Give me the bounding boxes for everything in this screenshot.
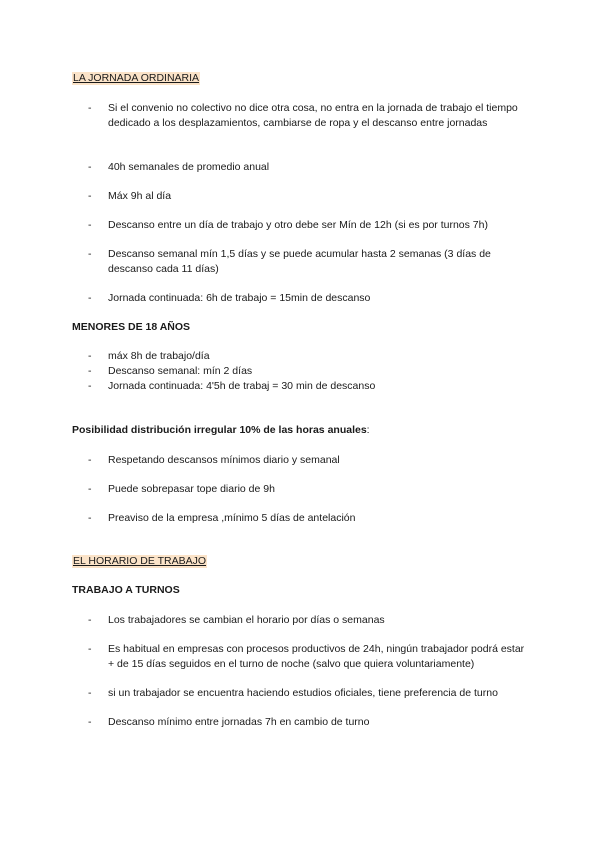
list-item: - Jornada continuada: 6h de trabajo = 15min de descanso: [88, 292, 371, 304]
list-item: - Preaviso de la empresa ,mínimo 5 días de antelación: [88, 512, 356, 524]
bullet-dash: -: [88, 292, 92, 304]
bullet-dash: -: [88, 614, 92, 626]
list-item: - Descanso mínimo entre jornadas 7h en cambio de turno: [88, 716, 370, 728]
list-item: - Jornada continuada: 4'5h de trabaj = 30 min de descanso: [88, 380, 376, 392]
bullet-dash: -: [88, 102, 92, 114]
bullet-dash: -: [88, 248, 92, 260]
bullet-dash: -: [88, 483, 92, 495]
list-item: - Respetando descansos mínimos diario y semanal: [88, 454, 340, 466]
subheading-menores: MENORES DE 18 AÑOS: [72, 321, 191, 333]
bullet-dash: -: [88, 365, 92, 377]
bullet-dash: -: [88, 454, 92, 466]
list-item: - 40h semanales de promedio anual: [88, 161, 270, 173]
subheading-distribucion-irregular: Posibilidad distribución irregular 10% de las horas anuales:: [72, 424, 370, 436]
list-item: - Descanso semanal mín 1,5 días y se puede acumular hasta 2 semanas (3 días de descanso cada 11 días): [88, 248, 491, 275]
section-heading-jornada-ordinaria: LA JORNADA ORDINARIA: [73, 72, 200, 84]
bullet-dash: -: [88, 716, 92, 728]
subheading-trabajo-turnos: TRABAJO A TURNOS: [72, 584, 180, 596]
bullet-dash: -: [88, 190, 92, 202]
section-heading-horario-trabajo: EL HORARIO DE TRABAJO: [73, 555, 207, 567]
list-item: - Descanso entre un día de trabajo y otro debe ser Mín de 12h (si es por turnos 7h): [88, 219, 488, 231]
list-item: - Los trabajadores se cambian el horario por días o semanas: [88, 614, 385, 626]
bullet-dash: -: [88, 512, 92, 524]
list-item: - Máx 9h al día: [88, 190, 172, 202]
list-item: - Es habitual en empresas con procesos productivos de 24h, ningún trabajador podrá estar + de 15 días seguidos en el turno de noche (salvo que quiera voluntariamente): [88, 643, 525, 670]
bullet-dash: -: [88, 161, 92, 173]
list-item: - si un trabajador se encuentra haciendo estudios oficiales, tiene preferencia de turno: [88, 687, 498, 699]
list-item: - Puede sobrepasar tope diario de 9h: [88, 483, 275, 495]
bullet-dash: -: [88, 219, 92, 231]
bullet-dash: -: [88, 643, 92, 655]
bullet-dash: -: [88, 380, 92, 392]
list-item: - máx 8h de trabajo/día: [88, 350, 210, 362]
list-item: - Si el convenio no colectivo no dice otra cosa, no entra en la jornada de trabajo el tiempo dedicado a los desplazamientos, cambiarse de ropa y el descanso entre jornadas: [88, 102, 518, 129]
bullet-dash: -: [88, 350, 92, 362]
bullet-dash: -: [88, 687, 92, 699]
list-item: - Descanso semanal: mín 2 días: [88, 365, 253, 377]
